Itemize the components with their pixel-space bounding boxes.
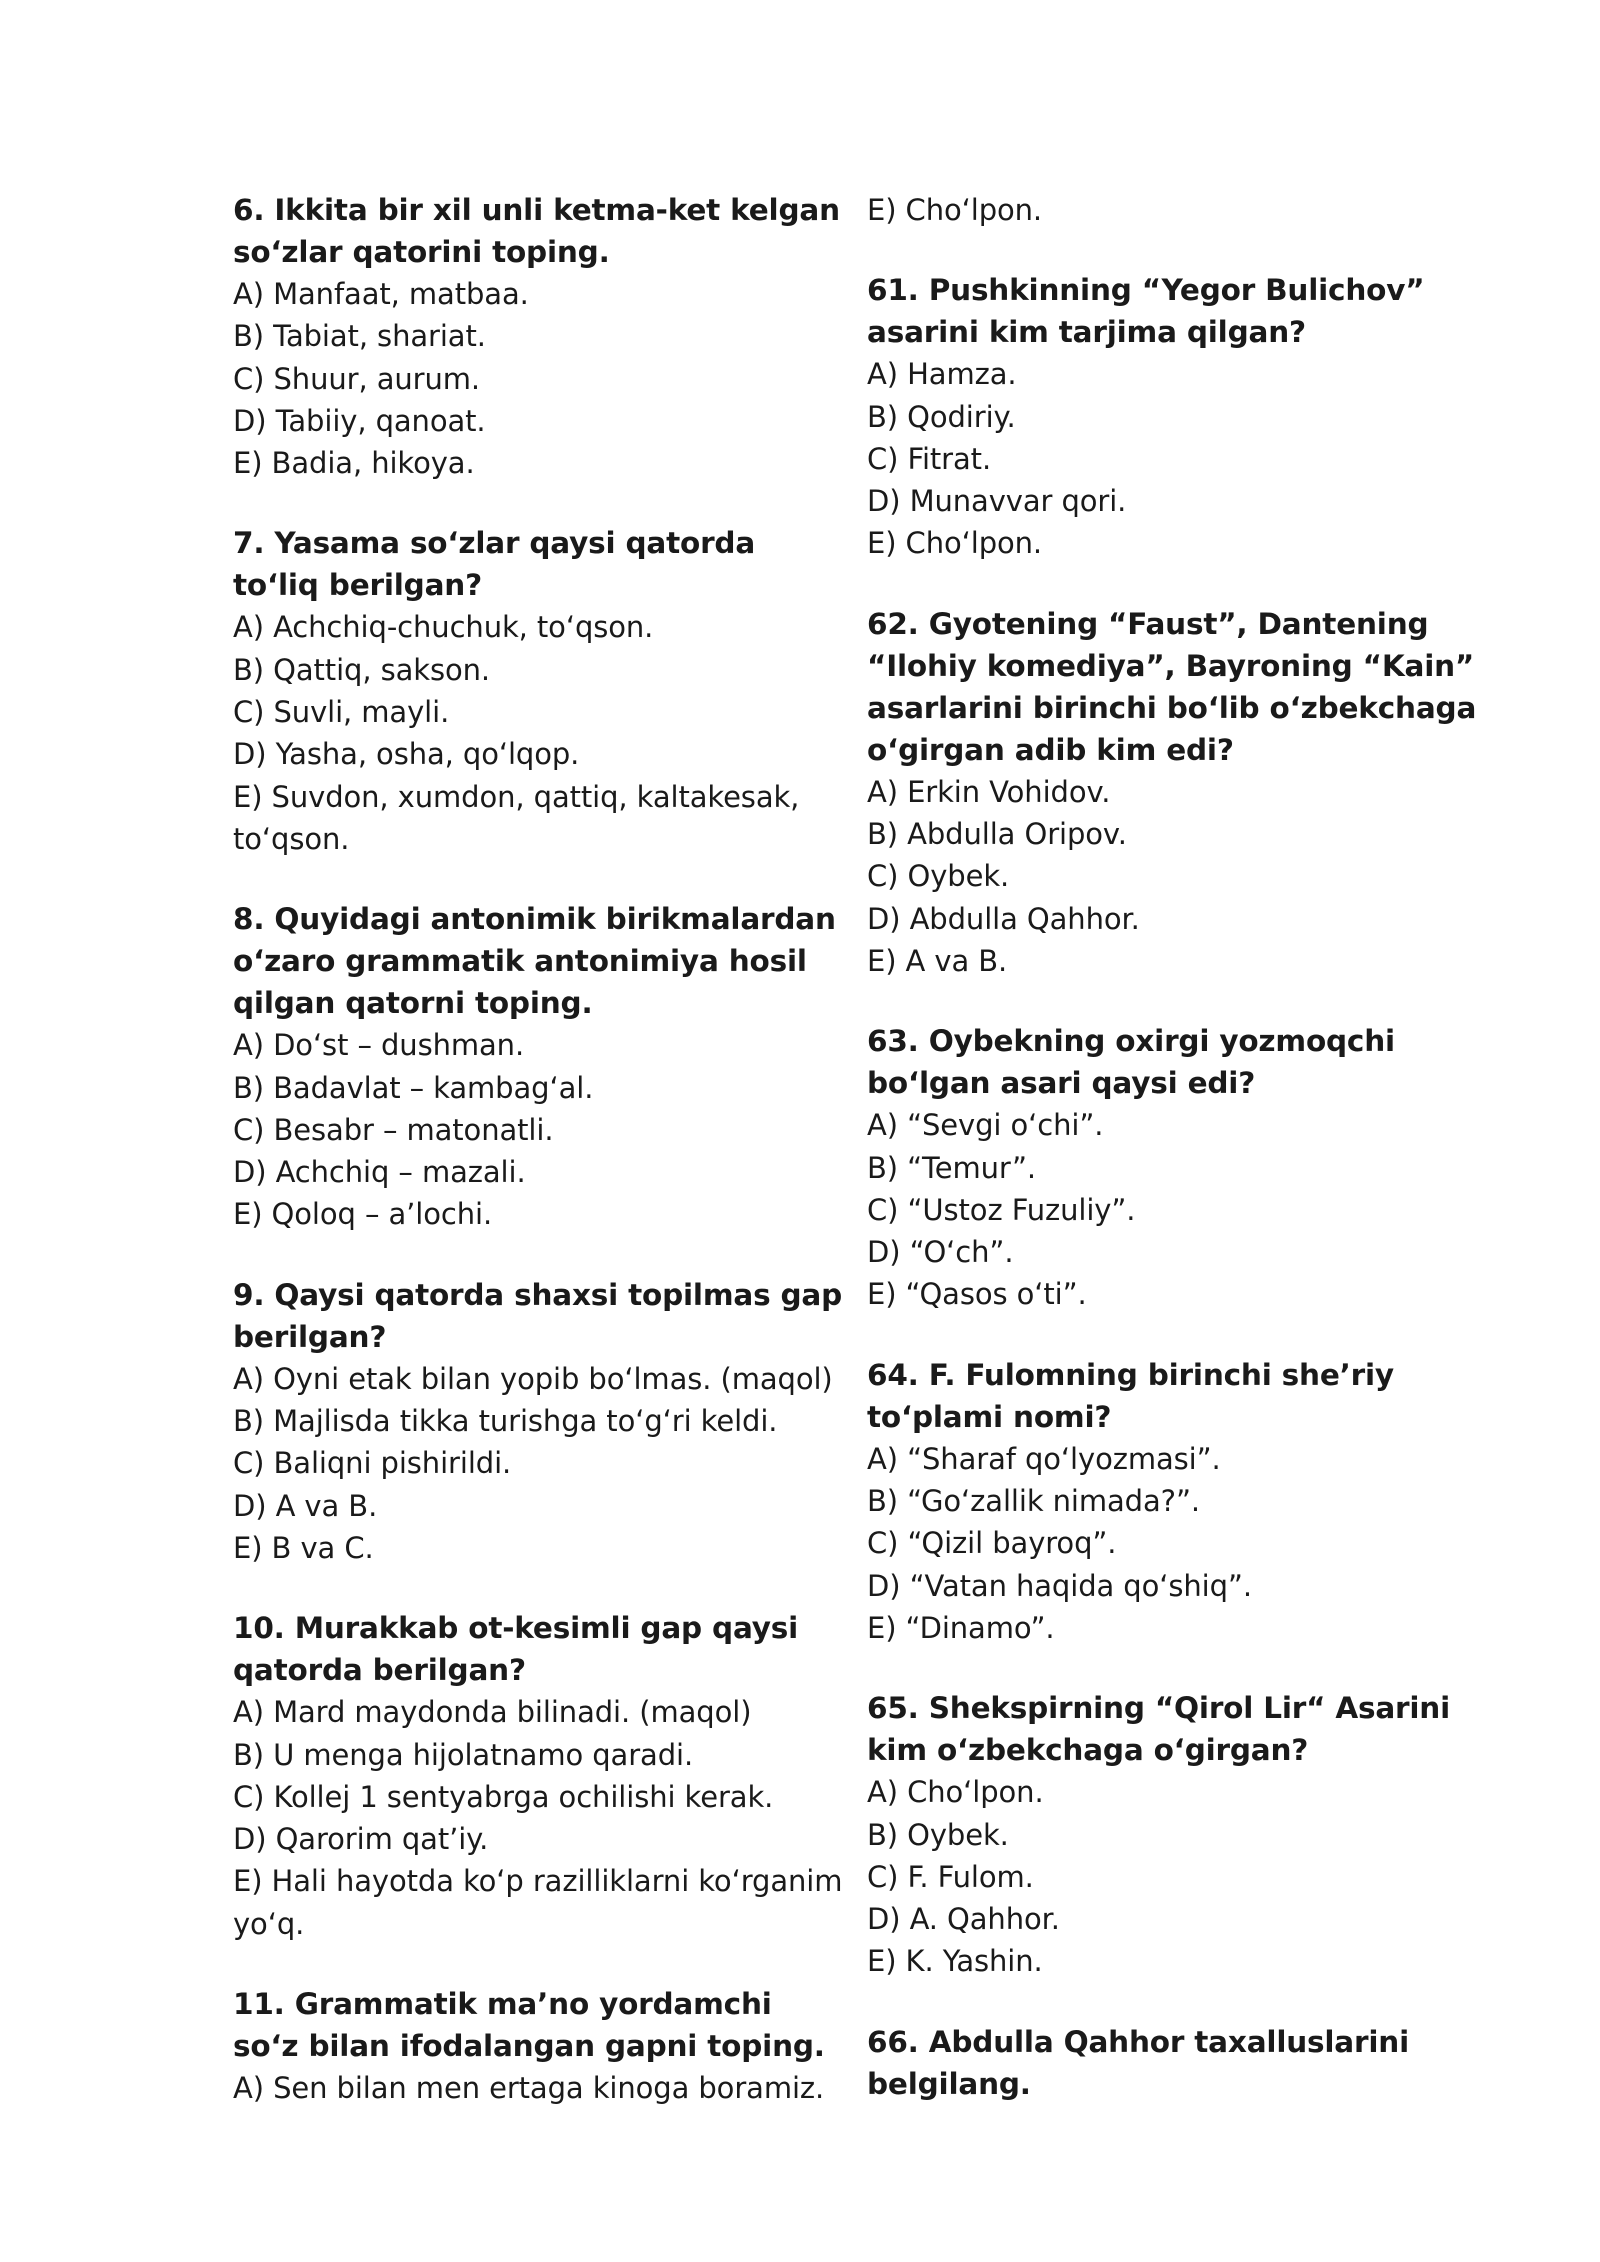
answer-option: D) Achchiq – mazali. bbox=[233, 1155, 526, 1190]
question-title: 6. Ikkita bir xil unli ketma-ket kelgan so‘zlar qatorini toping. bbox=[233, 193, 840, 269]
question-block bbox=[233, 898, 843, 1235]
answer-option: D) Yasha, osha, qo‘lqop. bbox=[233, 737, 580, 772]
question-block bbox=[867, 1020, 1507, 1315]
answer-option: B) Qodiriy. bbox=[867, 399, 1016, 434]
answer-option: C) Kollej 1 sentyabrga ochilishi kerak. bbox=[233, 1779, 774, 1814]
answer-option: A) Manfaat, matbaa. bbox=[233, 277, 529, 311]
answer-option: D) “Vatan haqida qo‘shiq”. bbox=[867, 1568, 1252, 1603]
question-block bbox=[233, 189, 843, 484]
left-column bbox=[233, 189, 843, 2147]
answer-option: E) A va B. bbox=[867, 943, 1008, 978]
question-title: 8. Quyidagi antonimik birikmalardan o‘zaro grammatik antonimiya hosil qilgan qatorni toping. bbox=[233, 902, 836, 1021]
answer-option: D) Abdulla Qahhor. bbox=[867, 901, 1140, 936]
answer-option: D) Tabiiy, qanoat. bbox=[233, 403, 486, 438]
answer-option: A) Mard maydonda bilinadi. (maqol) bbox=[233, 1695, 752, 1730]
answer-option: C) “Ustoz Fuzuliy”. bbox=[867, 1192, 1136, 1227]
answer-option: B) Oybek. bbox=[867, 1817, 1009, 1852]
answer-option: C) “Qizil bayroq”. bbox=[867, 1526, 1117, 1561]
answer-option: A) Achchiq-chuchuk, to‘qson. bbox=[233, 610, 654, 645]
question-block bbox=[867, 603, 1507, 982]
answer-option: E) K. Yashin. bbox=[867, 1944, 1043, 1979]
answer-option: A) Sen bilan men ertaga kinoga boramiz. bbox=[233, 2071, 825, 2106]
answer-option: D) Munavvar qori. bbox=[867, 484, 1127, 519]
answer-option: D) A va B. bbox=[233, 1488, 378, 1523]
question-block bbox=[867, 269, 1507, 564]
answer-option: E) B va C. bbox=[233, 1530, 374, 1565]
answer-option: A) Oyni etak bilan yopib bo‘lmas. (maqol) bbox=[233, 1361, 833, 1396]
answer-option: C) Suvli, mayli. bbox=[233, 695, 450, 730]
answer-option: B) “Go‘zallik nimada?”. bbox=[867, 1484, 1200, 1519]
question-block bbox=[233, 1607, 843, 1945]
answer-option: A) Do‘st – dushman. bbox=[233, 1028, 525, 1063]
answer-option: B) Abdulla Oripov. bbox=[867, 817, 1127, 852]
answer-option: D) Qarorim qat’iy. bbox=[233, 1822, 489, 1857]
question-title: 61. Pushkinning “Yegor Bulichov” asarini kim tarjima qilgan? bbox=[867, 273, 1425, 350]
question-title: 62. Gyotening “Faust”, Dantening “Ilohiy komediya”, Bayroning “Kain” asarlarini birinchi bo‘lib o‘zbekchaga o‘girgan adib kim edi? bbox=[867, 606, 1477, 767]
answer-option: E) Suvdon, xumdon, qattiq, kaltakesak, to‘qson. bbox=[233, 779, 800, 856]
question-title: 9. Qaysi qatorda shaxsi topilmas gap berilgan? bbox=[233, 1277, 843, 1354]
question-title: 11. Grammatik ma’no yordamchi so‘z bilan ifodalangan gapni toping. bbox=[233, 1987, 825, 2064]
answer-option: C) Baliqni pishirildi. bbox=[233, 1446, 512, 1481]
answer-option: E) Cho‘lpon. bbox=[867, 526, 1043, 561]
answer-option: B) Tabiat, shariat. bbox=[233, 319, 486, 354]
right-column bbox=[867, 189, 1507, 2143]
answer-option: E) Hali hayotda ko‘p razilliklarni ko‘rganim yo‘q. bbox=[233, 1864, 843, 1941]
answer-option: E) Qoloq – a’lochi. bbox=[233, 1197, 493, 1232]
answer-option: E) “Dinamo”. bbox=[867, 1610, 1055, 1645]
answer-option: C) Oybek. bbox=[867, 859, 1010, 894]
carry-over-option: E) Cho‘lpon. bbox=[867, 193, 1043, 227]
answer-option: C) Fitrat. bbox=[867, 441, 992, 476]
answer-option: B) Majlisda tikka turishga to‘g‘ri keldi. bbox=[233, 1404, 778, 1439]
answer-option: B) “Temur”. bbox=[867, 1150, 1036, 1185]
answer-option: B) U menga hijolatnamo qaradi. bbox=[233, 1737, 694, 1772]
question-block bbox=[233, 1274, 843, 1569]
answer-option: C) Shuur, aurum. bbox=[233, 361, 481, 396]
question-title: 66. Abdulla Qahhor taxalluslarini belgilang. bbox=[867, 2024, 1409, 2101]
question-block bbox=[233, 522, 843, 860]
answer-option: E) Badia, hikoya. bbox=[233, 446, 475, 481]
answer-option: A) Cho‘lpon. bbox=[867, 1775, 1044, 1810]
question-title: 7. Yasama so‘zlar qaysi qatorda to‘liq berilgan? bbox=[233, 526, 756, 603]
question-title: 64. F. Fulomning birinchi she’riy to‘plami nomi? bbox=[867, 1357, 1394, 1434]
answer-option: A) Erkin Vohidov. bbox=[867, 774, 1111, 809]
answer-option: A) “Sharaf qo‘lyozmasi”. bbox=[867, 1441, 1221, 1476]
answer-option: B) Qattiq, sakson. bbox=[233, 652, 490, 687]
question-title: 65. Shekspirning “Qirol Lir“ Asarini kim o‘zbekchaga o‘girgan? bbox=[867, 1691, 1451, 1768]
question-block bbox=[867, 2021, 1507, 2105]
question-block bbox=[233, 1983, 843, 2109]
answer-option: A) “Sevgi o‘chi”. bbox=[867, 1108, 1104, 1143]
answer-option: C) F. Fulom. bbox=[867, 1859, 1034, 1894]
answer-option: C) Besabr – matonatli. bbox=[233, 1112, 554, 1147]
question-block bbox=[867, 1354, 1507, 1649]
question-title: 63. Oybekning oxirgi yozmoqchi bo‘lgan asari qaysi edi? bbox=[867, 1024, 1395, 1101]
question-block bbox=[867, 1687, 1507, 1982]
answer-option: D) A. Qahhor. bbox=[867, 1902, 1060, 1937]
answer-option: A) Hamza. bbox=[867, 357, 1017, 392]
carry-over-block bbox=[867, 189, 1507, 231]
answer-option: E) “Qasos o‘ti”. bbox=[867, 1277, 1087, 1312]
question-title: 10. Murakkab ot-kesimli gap qaysi qatorda berilgan? bbox=[233, 1611, 799, 1688]
answer-option: B) Badavlat – kambag‘al. bbox=[233, 1070, 594, 1105]
answer-option: D) “O‘ch”. bbox=[867, 1235, 1014, 1270]
